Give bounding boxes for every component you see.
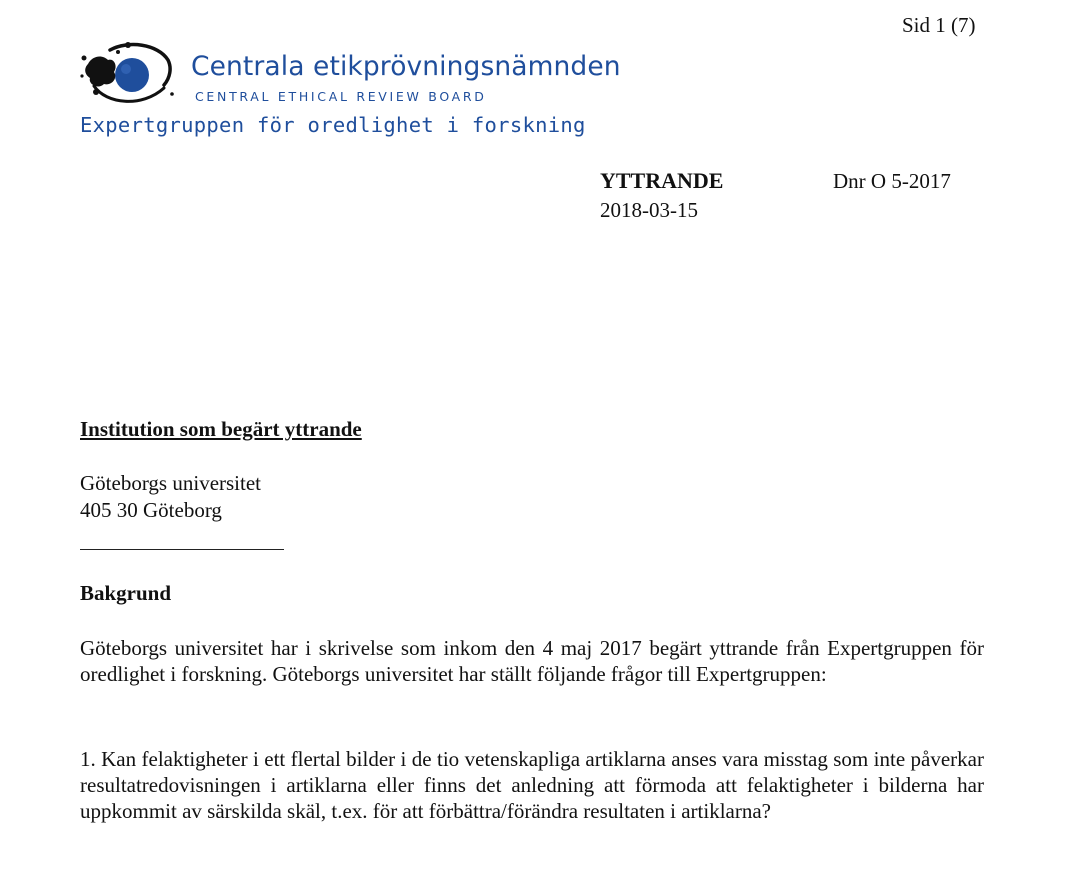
requester-heading: Institution som begärt yttrande — [80, 417, 362, 441]
background-heading: Bakgrund — [80, 581, 172, 605]
address-line: Göteborgs universitet — [80, 471, 262, 495]
diary-number: Dnr O 5-2017 — [833, 169, 951, 193]
expert-group-name: Expertgruppen för oredlighet i forskning — [80, 113, 586, 137]
organization-name-english: CENTRAL ETHICAL REVIEW BOARD — [195, 89, 487, 104]
page-number: Sid 1 (7) — [902, 13, 976, 37]
separator-line — [80, 549, 284, 550]
ink-splash-globe-icon — [80, 38, 180, 108]
document-type: YTTRANDE — [600, 168, 724, 193]
document-date: 2018-03-15 — [600, 198, 698, 222]
question-paragraph: 1. Kan felaktigheter i ett flertal bilder i de tio vetenskapliga artiklarna anses vara misstag som inte påverkar resultatredovisningen i artiklarna eller finns det anledning att förmoda att felaktigheter i bilderna har uppkommit av särskilda skäl, t.ex. för att förbättra/förändra resultaten i artiklarna? — [80, 747, 984, 823]
background-paragraph: Göteborgs universitet har i skrivelse som inkom den 4 maj 2017 begärt yttrande från Expertgruppen för oredlighet i forskning. Göteborgs universitet har ställt följande frågor till Expertgruppen: — [80, 636, 984, 686]
address-line: 405 30 Göteborg — [80, 498, 222, 522]
organization-name: Centrala etikprövningsnämnden — [191, 51, 621, 82]
